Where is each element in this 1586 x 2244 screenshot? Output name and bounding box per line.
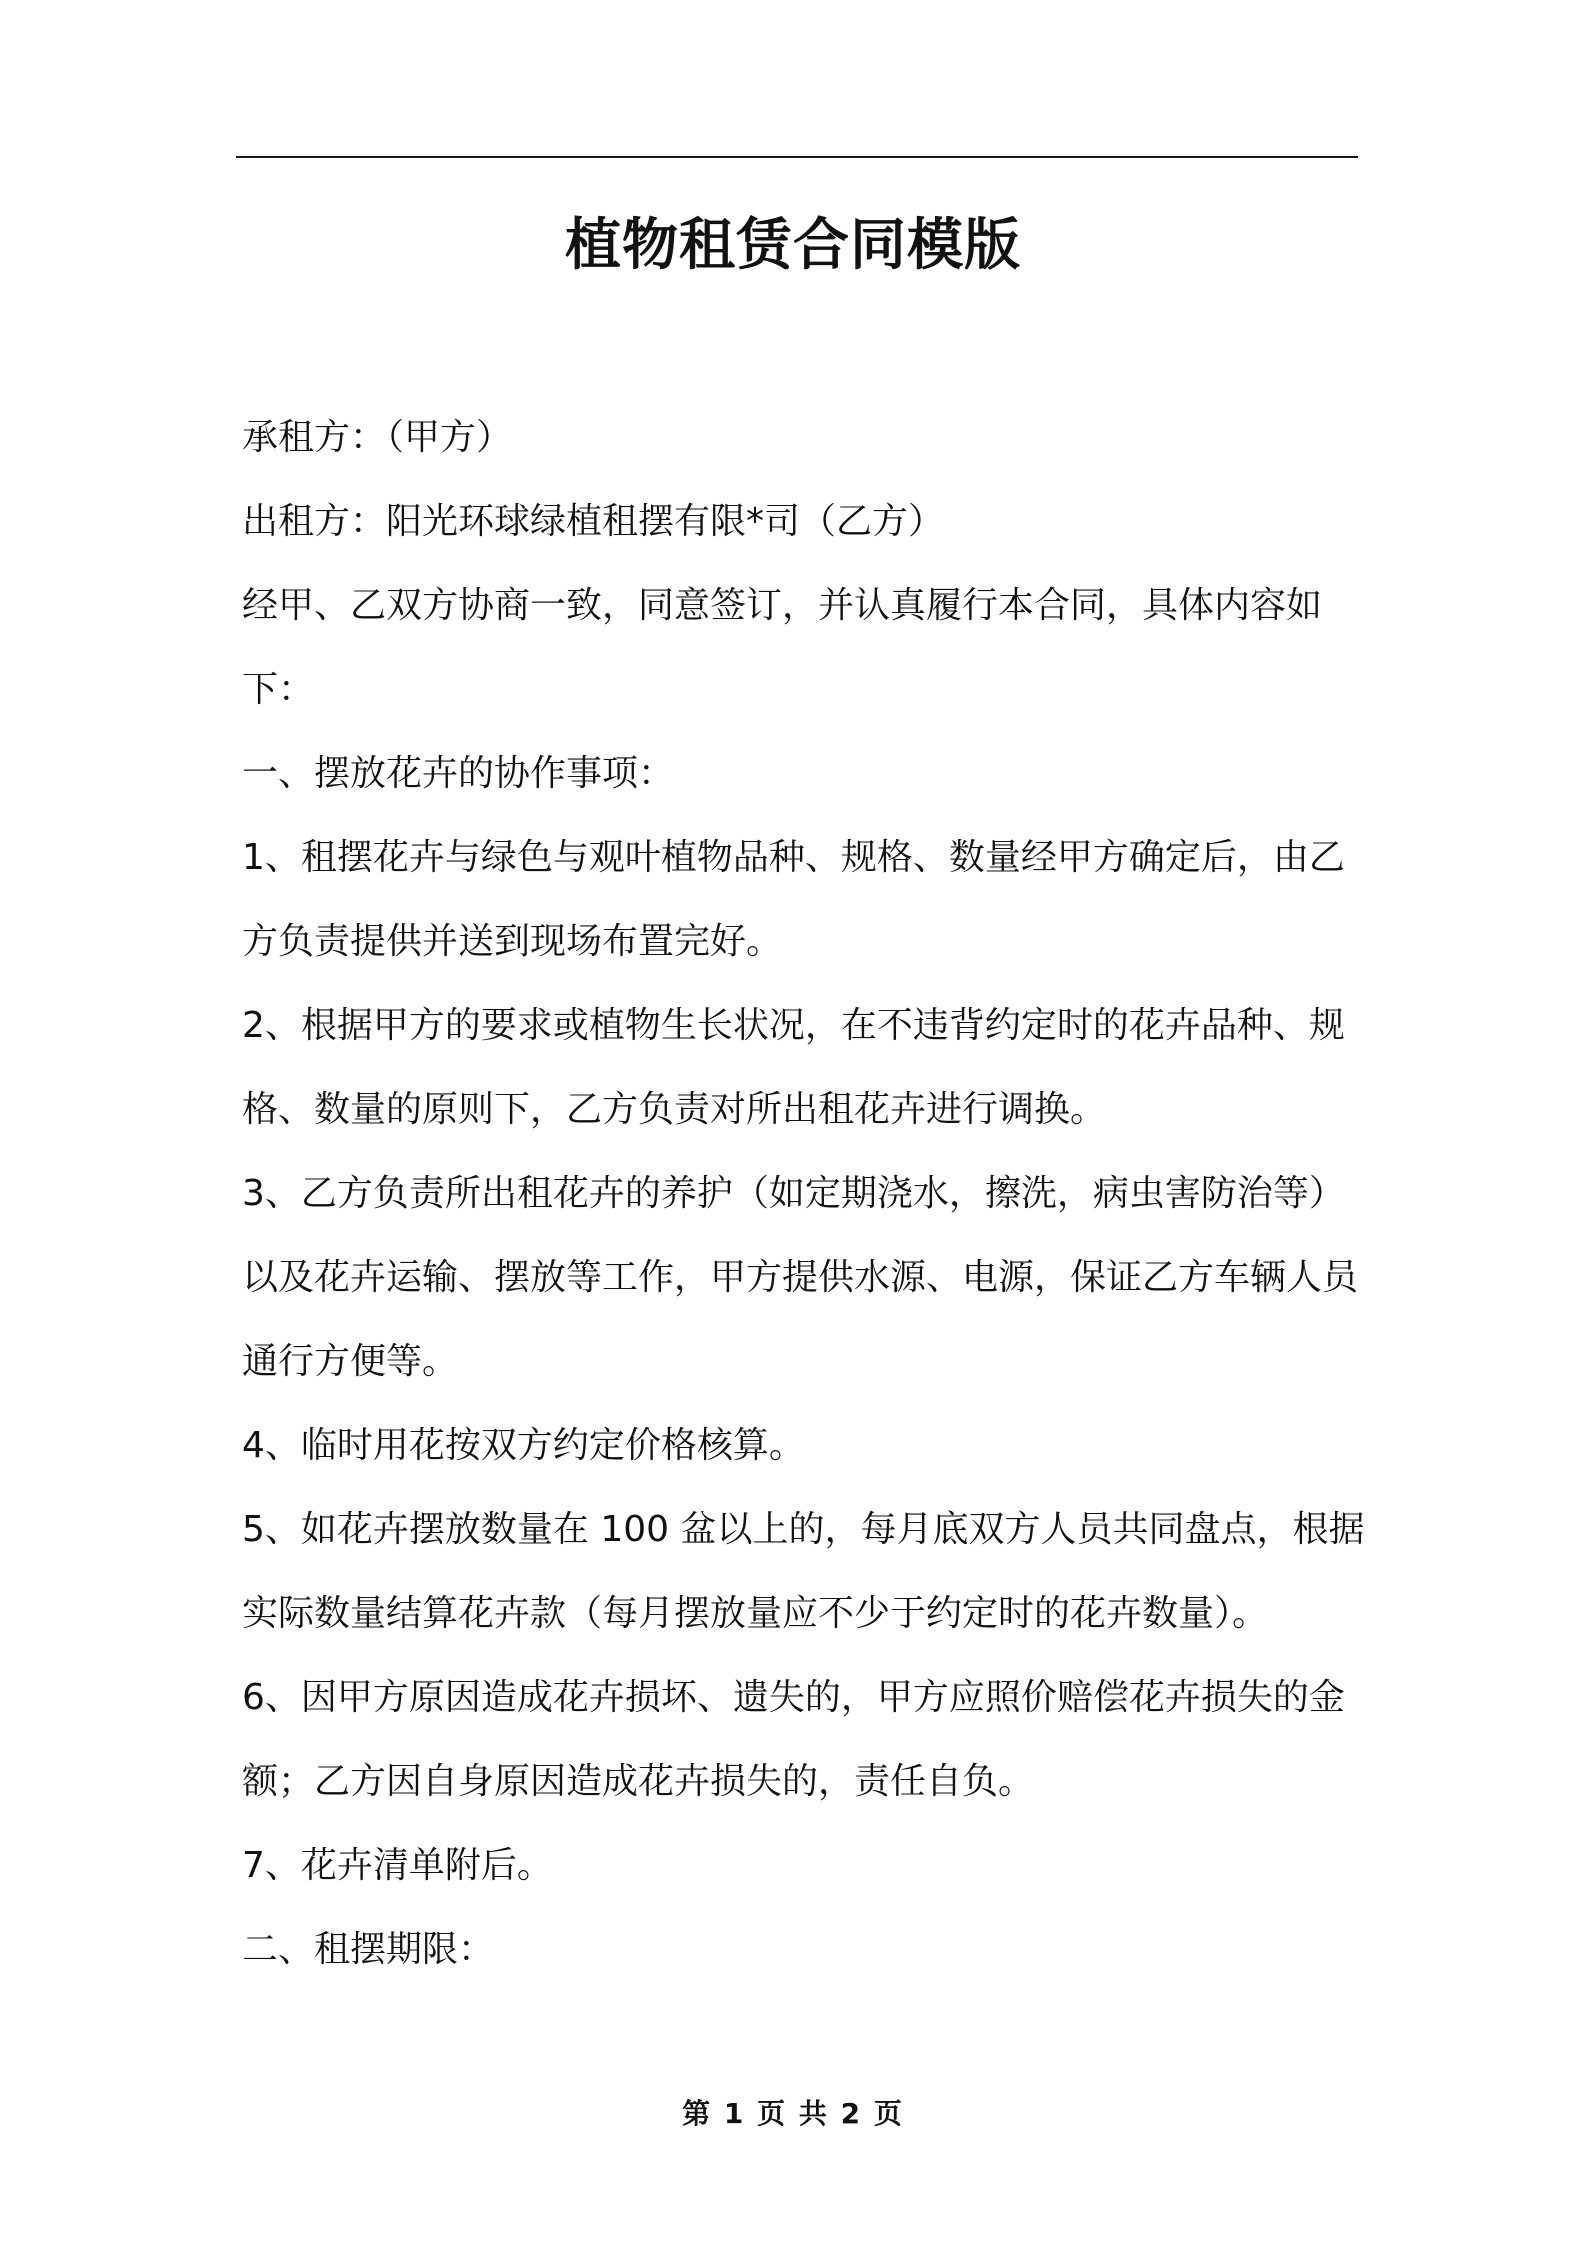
lessee-line: 承租方：（甲方）: [242, 417, 513, 458]
clause-1: 1、租摆花卉与绿色与观叶植物品种、规格、数量经甲方确定后，由乙方负责提供并送到现场布置完好。: [242, 837, 1345, 962]
clause-4: 4、临时用花按双方约定价格核算。: [242, 1425, 805, 1466]
document-body: [242, 396, 1367, 1992]
page-number-footer: 第 1 页 共 2 页: [682, 2097, 904, 2130]
document-title: 植物租赁合同模版: [565, 213, 1021, 278]
header-rule: [236, 156, 1358, 158]
section-heading-1: 一、摆放花卉的协作事项：: [242, 753, 675, 794]
clause-5: 5、如花卉摆放数量在 100 盆以上的，每月底双方人员共同盘点，根据实际数量结算花卉款（每月摆放量应不少于约定时的花卉数量）。: [242, 1509, 1365, 1634]
lessor-line: 出租方：阳光环球绿植租摆有限*司（乙方）: [242, 501, 945, 542]
intro-paragraph: 经甲、乙双方协商一致，同意签订，并认真履行本合同，具体内容如下：: [242, 585, 1323, 710]
clause-6: 6、因甲方原因造成花卉损坏、遗失的，甲方应照价赔偿花卉损失的金额；乙方因自身原因造成花卉损失的，责任自负。: [242, 1677, 1345, 1802]
clause-3: 3、乙方负责所出租花卉的养护（如定期浇水，擦洗，病虫害防治等）以及花卉运输、摆放等工作，甲方提供水源、电源，保证乙方车辆人员通行方便等。: [242, 1173, 1359, 1382]
clause-7: 7、花卉清单附后。: [242, 1845, 553, 1886]
section-heading-2: 二、租摆期限：: [242, 1929, 495, 1970]
clause-2: 2、根据甲方的要求或植物生长状况，在不违背约定时的花卉品种、规格、数量的原则下，乙方负责对所出租花卉进行调换。: [242, 1005, 1345, 1130]
